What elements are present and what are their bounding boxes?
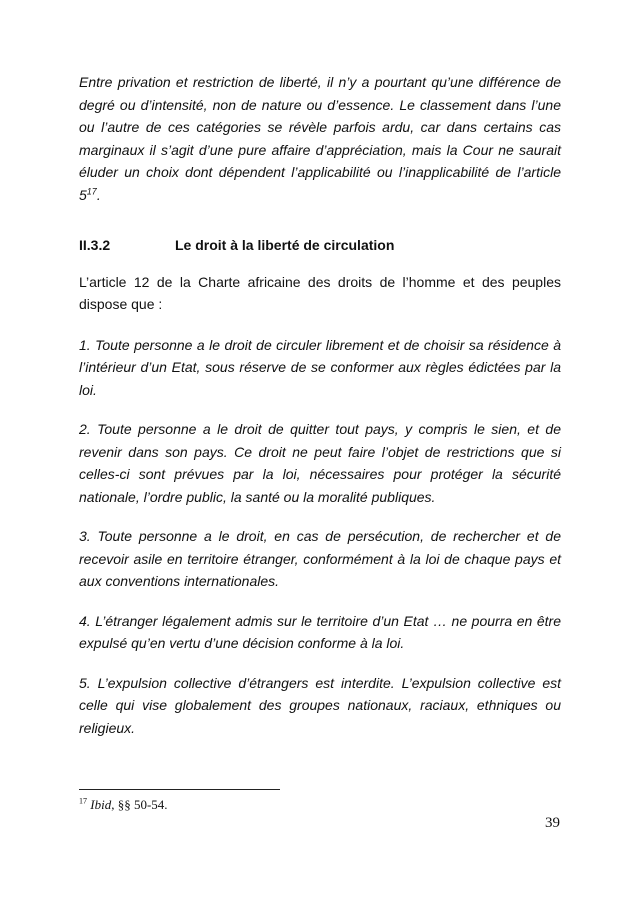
footnote-reference[interactable]: 17 [86, 185, 97, 196]
article-item-5: 5. L’expulsion collective d’étrangers est interdite. L’expulsion collective est celle qui vise globalement des groupes nationaux, raciaux, ethniques ou religieux. [79, 674, 561, 736]
paragraph-privation-end: . [96, 186, 101, 203]
section-number: II.3.2 [79, 237, 111, 253]
article-item-1: 1. Toute personne a le droit de circuler librement et de choisir sa résidence à l’intérieur d’un Etat, sous réserve de se conformer aux règles édictées par la loi. [79, 336, 561, 398]
page-number: 39 [545, 815, 560, 831]
section-heading [79, 234, 561, 257]
spacer [79, 508, 561, 525]
spacer [79, 206, 561, 234]
article-item-3: 3. Toute personne a le droit, en cas de persécution, de rechercher et de recevoir asile en territoire étranger, conformément à la loi de chaque pays et aux conventions internationales. [79, 528, 561, 589]
section-title: Le droit à la liberté de circulation [175, 237, 395, 253]
paragraph-privation-text: Entre privation et restriction de liberté, il n’y a pourtant qu’une différence de degré ou d’intensité, non de nature ou d’essence. Le classement dans l’une ou l’autre de ces catégories se révèle parfois ardu, car dans certains cas marginaux il s’agit d’une pure affaire d’appréciation, mais la Cour ne saurait éluder un choix dont dépendent l’applicabilité ou l’inapplicabilité de l’article 5 [79, 74, 561, 203]
page-body [79, 71, 561, 739]
footnote-number: 17 [79, 796, 87, 806]
spacer [79, 316, 561, 334]
paragraph-privation [79, 71, 561, 206]
spacer [79, 257, 561, 271]
spacer [79, 401, 561, 418]
spacer [79, 655, 561, 672]
spacer [79, 593, 561, 610]
footnote-source: Ibid [90, 797, 112, 812]
article-item-4: 4. L’étranger légalement admis sur le territoire d’un Etat … ne pourra en être expulsé qu’en vertu d’une décision conforme à la loi. [79, 612, 561, 651]
article-item-2: 2. Toute personne a le droit de quitter tout pays, y compris le sien, et de revenir dans son pays. Ce droit ne peut faire l’objet de restrictions que si celles-ci sont prévues par la loi, nécessaires pour protéger la sécurité nationale, l’ordre public, la santé ou la moralité publiques. [79, 421, 561, 505]
footnote-rest: , §§ 50-54. [111, 797, 168, 812]
footnote-divider [79, 789, 280, 790]
intro-paragraph: L’article 12 de la Charte africaine des droits de l’homme et des peuples dispose que : [79, 273, 561, 312]
footnote [79, 797, 168, 813]
